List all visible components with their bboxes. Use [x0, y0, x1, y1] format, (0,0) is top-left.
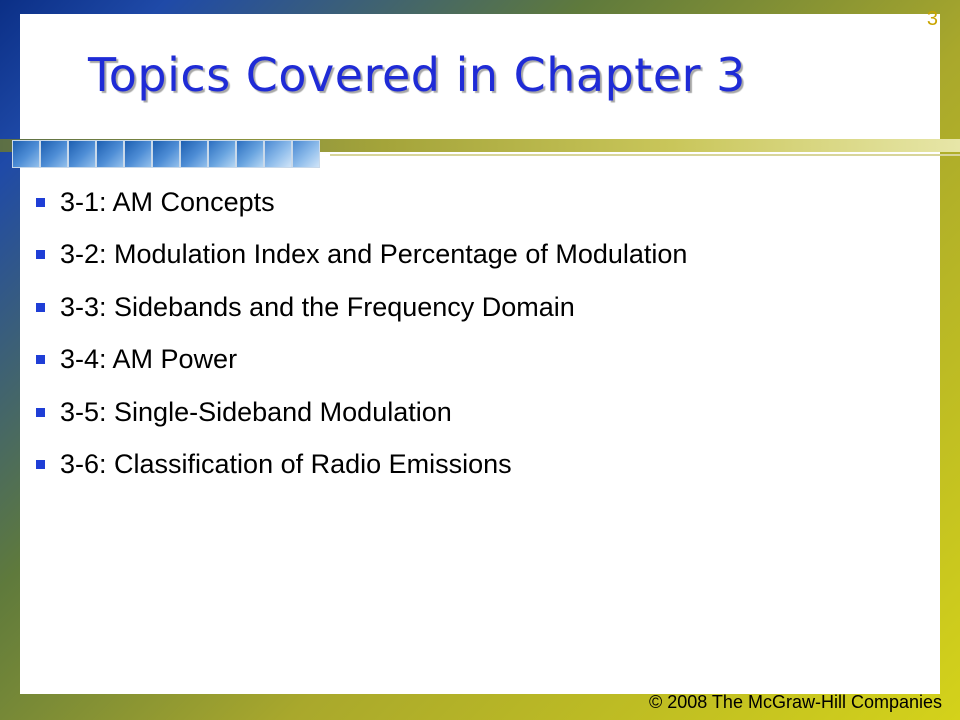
list-item: [36, 176, 687, 229]
blue-square-icon: [152, 140, 180, 168]
title-divider: [0, 138, 960, 170]
list-item: [36, 439, 687, 492]
blue-square-icon: [68, 140, 96, 168]
blue-square-icon: [96, 140, 124, 168]
square-bullet-icon: [36, 408, 45, 417]
list-item: [36, 229, 687, 282]
list-item: [36, 334, 687, 387]
blue-square-icon: [40, 140, 68, 168]
divider-line: [330, 154, 960, 156]
square-bullet-icon: [36, 303, 45, 312]
blue-square-icon: [180, 140, 208, 168]
list-item-text: 3-5: Single-Sideband Modulation: [60, 396, 452, 427]
square-bullet-icon: [36, 460, 45, 469]
list-item-text: 3-2: Modulation Index and Percentage of Modulation: [60, 239, 688, 270]
list-item-text: 3-6: Classification of Radio Emissions: [60, 449, 512, 480]
square-bullet-icon: [36, 355, 45, 364]
square-bullet-icon: [36, 198, 45, 207]
copyright-footer: © 2008 The McGraw-Hill Companies: [648, 692, 942, 712]
square-bullet-icon: [36, 250, 45, 259]
blue-square-icon: [124, 140, 152, 168]
topic-list: [36, 176, 687, 491]
list-item: [36, 281, 687, 334]
slide-title: Topics Covered in Chapter 3: [88, 48, 746, 102]
list-item-text: 3-4: AM Power: [60, 344, 238, 375]
blue-square-icon: [208, 140, 236, 168]
divider-squares: [12, 140, 320, 168]
blue-square-icon: [292, 140, 320, 168]
blue-square-icon: [12, 140, 40, 168]
slide-number: 3: [926, 8, 938, 30]
list-item-text: 3-1: AM Concepts: [60, 186, 275, 217]
list-item-text: 3-3: Sidebands and the Frequency Domain: [60, 291, 575, 322]
list-item: [36, 386, 687, 439]
blue-square-icon: [236, 140, 264, 168]
blue-square-icon: [264, 140, 292, 168]
